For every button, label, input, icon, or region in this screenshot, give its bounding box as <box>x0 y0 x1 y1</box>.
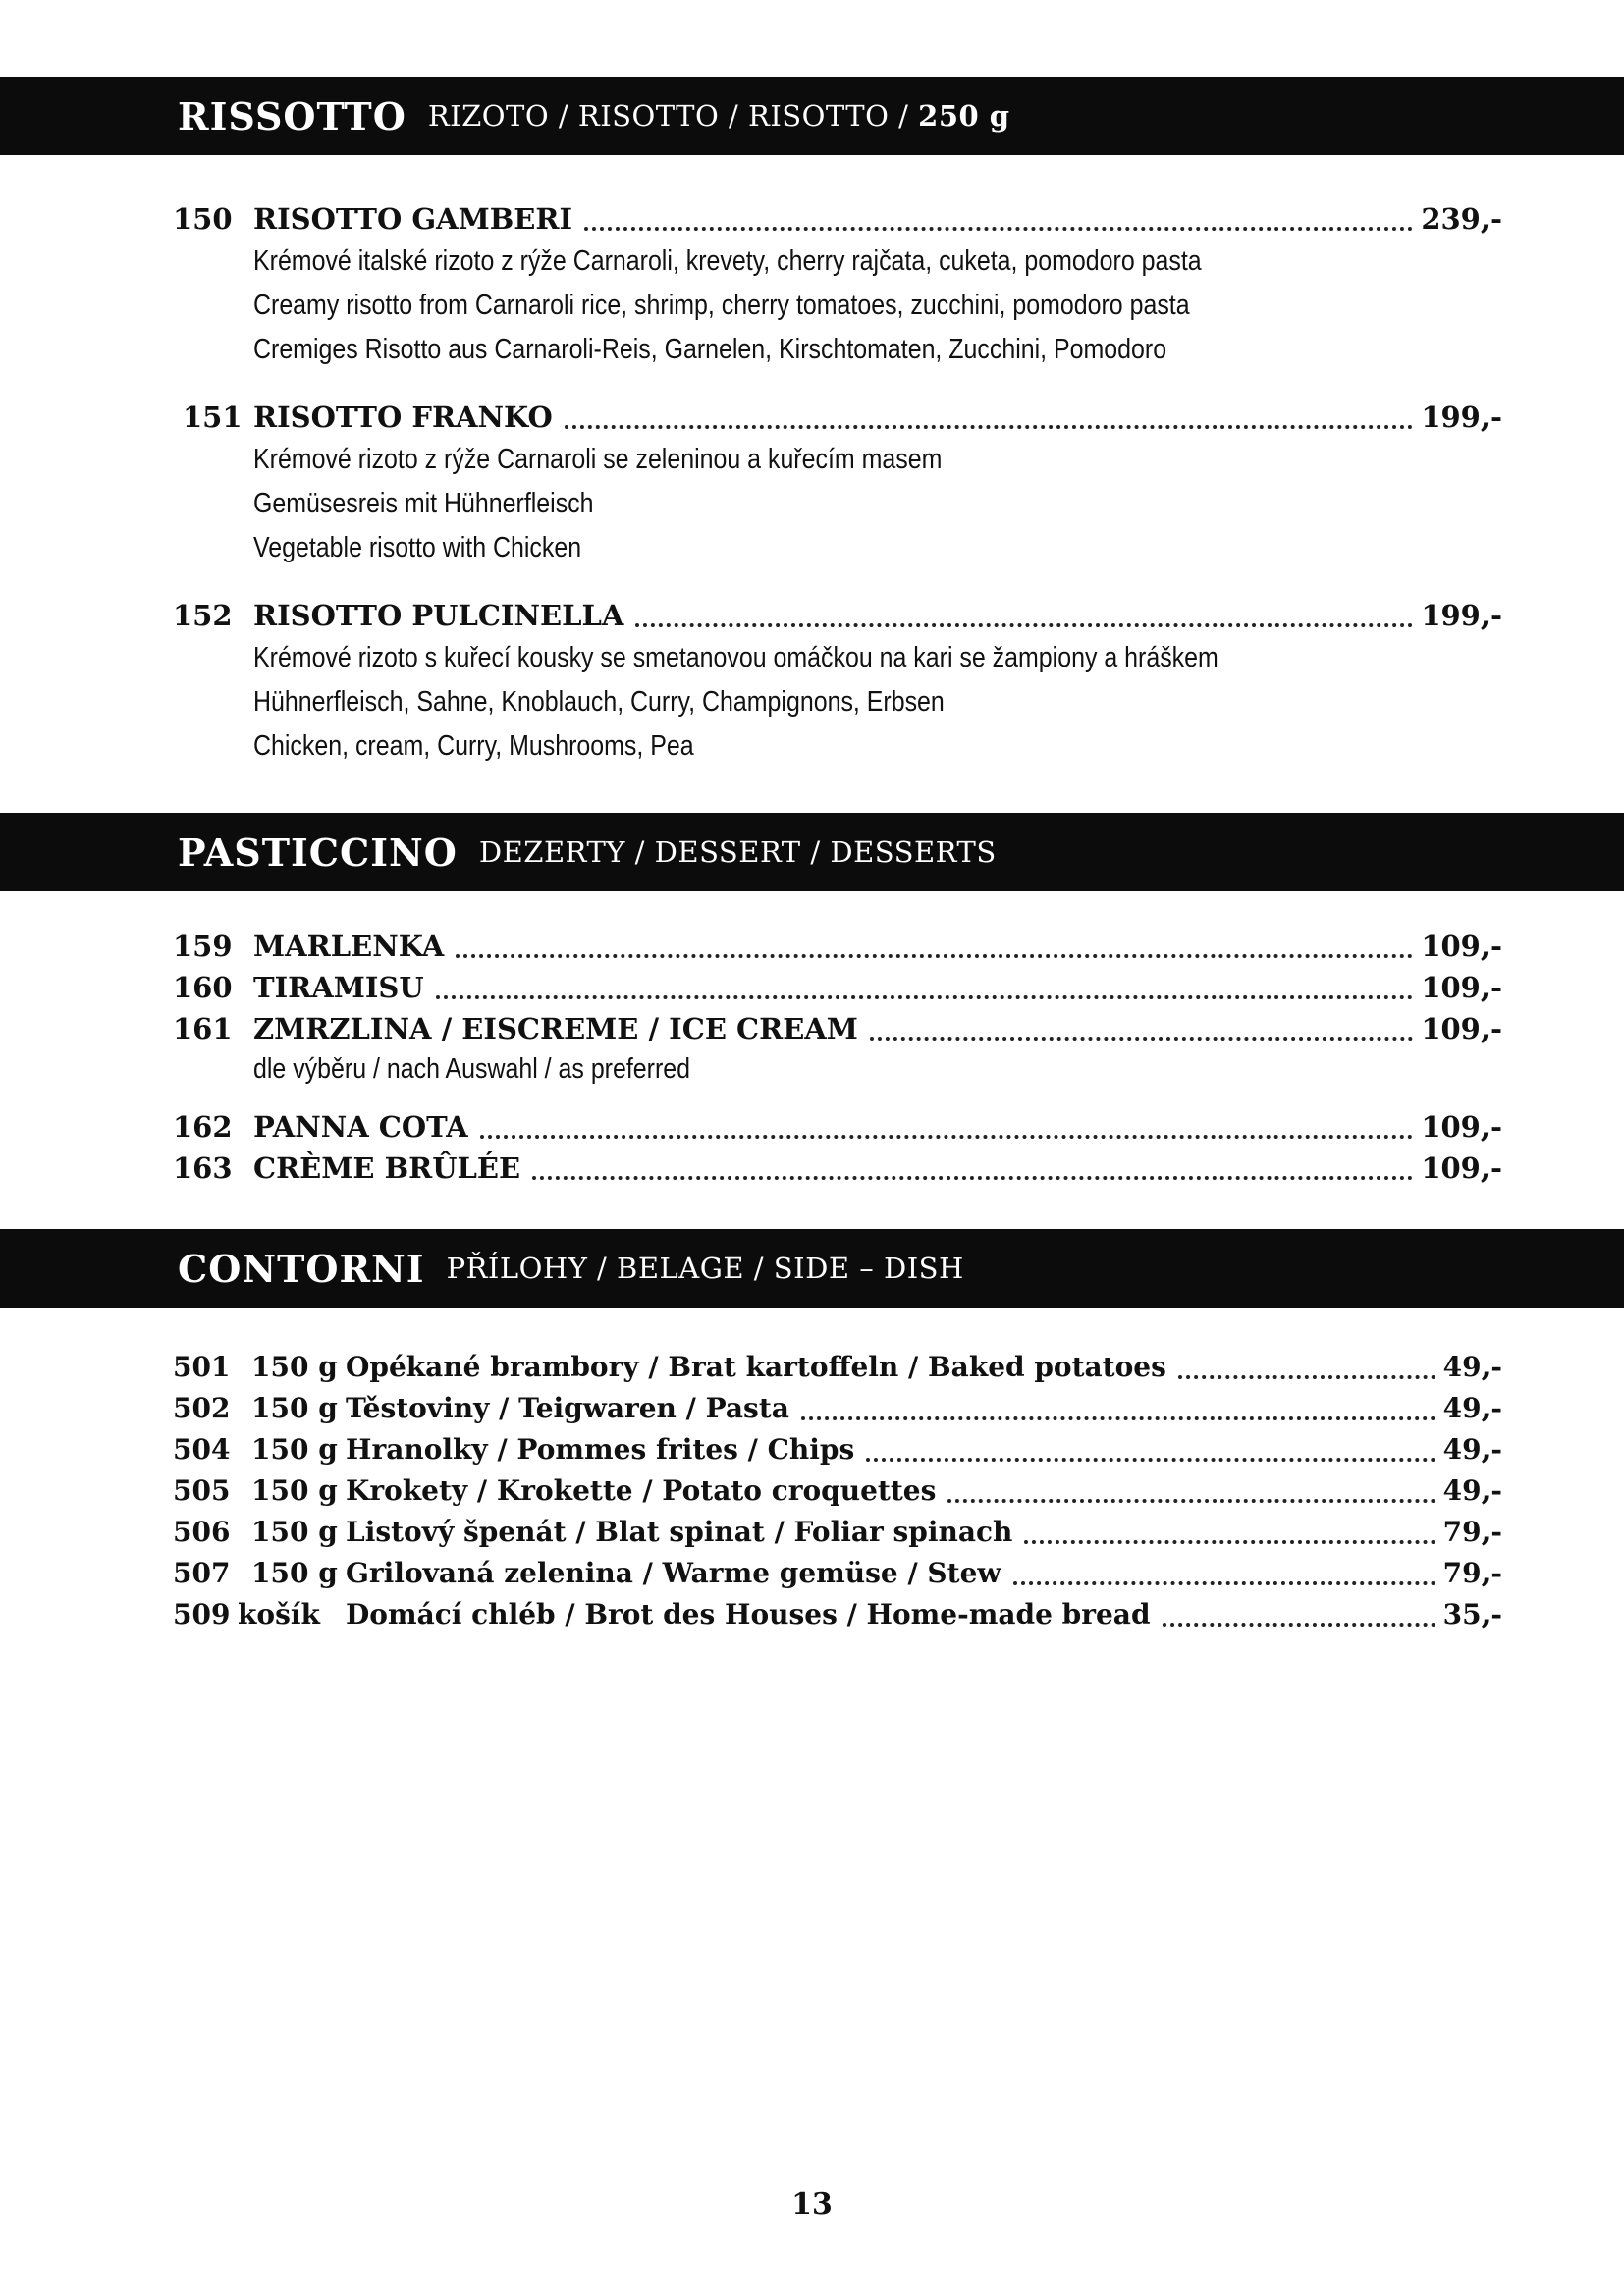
item-note: dle výběru / nach Auswahl / as preferred <box>253 1053 691 1085</box>
item-price: 49,- <box>1442 1392 1502 1424</box>
sides-list <box>0 1347 1624 1635</box>
section-subtitle: DEZERTY / DESSERT / DESSERTS <box>478 835 997 869</box>
dot-leader <box>565 425 1414 429</box>
desserts-list <box>0 926 1624 1189</box>
item-description: Gemüsesreis mit Hühnerfleisch <box>253 488 594 519</box>
item-price: 109,- <box>1421 1012 1502 1045</box>
item-description: Chicken, cream, Curry, Mushrooms, Pea <box>253 730 694 762</box>
item-price: 109,- <box>1421 1110 1502 1144</box>
item-price: 49,- <box>1442 1433 1502 1466</box>
item-name: RISOTTO GAMBERI <box>253 202 573 236</box>
item-number: 152 <box>173 599 233 632</box>
dot-leader <box>584 227 1413 231</box>
menu-item <box>0 967 1624 1008</box>
section-title: PASTICCINO <box>178 829 458 875</box>
item-number: 162 <box>173 1110 233 1144</box>
dot-leader <box>436 995 1414 999</box>
menu-item <box>0 595 1624 793</box>
dot-leader <box>1024 1540 1435 1544</box>
item-name: PANNA COTA <box>253 1110 468 1144</box>
item-price: 49,- <box>1442 1474 1502 1507</box>
item-price: 109,- <box>1421 1151 1502 1185</box>
section-subtitle: RIZOTO / RISOTTO / RISOTTO / 250 g <box>427 99 1010 133</box>
dot-leader <box>866 1458 1435 1462</box>
item-name: Těstoviny / Teigwaren / Pasta <box>346 1392 789 1424</box>
dot-leader <box>456 954 1413 958</box>
item-number: 501 <box>173 1351 231 1383</box>
menu-item <box>0 397 1624 595</box>
dot-leader <box>947 1499 1435 1503</box>
item-number: 502 <box>173 1392 231 1424</box>
item-price: 239,- <box>1421 202 1502 236</box>
item-description: Creamy risotto from Carnaroli rice, shrimp, cherry tomatoes, zucchini, pomodoro pasta <box>253 290 1190 321</box>
portion-size: 150 g <box>251 1392 338 1424</box>
item-description: Vegetable risotto with Chicken <box>253 532 582 563</box>
section-subtitle: PŘÍLOHY / BELAGE / SIDE – DISH <box>446 1252 964 1285</box>
item-number: 507 <box>173 1557 231 1589</box>
item-name: Hranolky / Pommes frites / Chips <box>346 1433 855 1466</box>
item-number: 504 <box>173 1433 231 1466</box>
dot-leader <box>1178 1375 1435 1379</box>
item-name: Opékané brambory / Brat kartoffeln / Baked potatoes <box>346 1351 1166 1383</box>
item-number: 163 <box>173 1151 233 1185</box>
item-number: 160 <box>173 971 233 1004</box>
portion-size: 150 g <box>251 1433 338 1466</box>
menu-item <box>0 1106 1624 1148</box>
item-price: 35,- <box>1442 1598 1502 1630</box>
side-item <box>0 1347 1624 1388</box>
portion-size: košík <box>238 1598 320 1630</box>
sides-header <box>0 1229 1624 1308</box>
portion-size: 250 g <box>918 99 1010 133</box>
risotto-list <box>0 198 1624 793</box>
item-name: CRÈME BRÛLÉE <box>253 1151 521 1185</box>
item-name: Krokety / Krokette / Potato croquettes <box>346 1474 937 1507</box>
item-name: ZMRZLINA / EISCREME / ICE CREAM <box>253 1012 858 1045</box>
side-item <box>0 1553 1624 1594</box>
portion-size: 150 g <box>251 1474 338 1507</box>
item-name: RISOTTO PULCINELLA <box>253 599 624 632</box>
dot-leader <box>870 1037 1413 1041</box>
portion-size: 150 g <box>251 1557 338 1589</box>
item-price: 79,- <box>1442 1516 1502 1548</box>
side-item <box>0 1594 1624 1635</box>
item-price: 79,- <box>1442 1557 1502 1589</box>
dot-leader <box>635 623 1413 627</box>
item-number: 505 <box>173 1474 231 1507</box>
side-item <box>0 1512 1624 1553</box>
dot-leader <box>532 1176 1413 1180</box>
section-title: CONTORNI <box>178 1246 425 1291</box>
dot-leader <box>801 1416 1435 1420</box>
item-description: Hühnerfleisch, Sahne, Knoblauch, Curry, Champignons, Erbsen <box>253 686 945 718</box>
item-price: 109,- <box>1421 930 1502 963</box>
item-number: 159 <box>173 930 233 963</box>
item-number: 151 <box>183 400 243 434</box>
portion-size: 150 g <box>251 1351 338 1383</box>
dot-leader <box>1013 1581 1435 1585</box>
item-number: 150 <box>173 202 233 236</box>
side-item <box>0 1388 1624 1429</box>
menu-item <box>0 198 1624 397</box>
desserts-header <box>0 813 1624 891</box>
menu-item <box>0 1008 1624 1106</box>
item-name: TIRAMISU <box>253 971 424 1004</box>
item-price: 199,- <box>1421 599 1502 632</box>
dot-leader <box>1163 1623 1435 1627</box>
portion-size: 150 g <box>251 1516 338 1548</box>
item-number: 161 <box>173 1012 233 1045</box>
item-description: Krémové rizoto z rýže Carnaroli se zeleninou a kuřecím masem <box>253 444 943 475</box>
item-description: Krémové rizoto s kuřecí kousky se smetanovou omáčkou na kari se žampiony a hráškem <box>253 642 1218 673</box>
side-item <box>0 1470 1624 1512</box>
menu-item <box>0 926 1624 967</box>
item-description: Krémové italské rizoto z rýže Carnaroli, krevety, cherry rajčata, cuketa, pomodoro pasta <box>253 245 1202 277</box>
item-price: 49,- <box>1442 1351 1502 1383</box>
item-number: 509 <box>173 1598 231 1630</box>
item-name: RISOTTO FRANKO <box>253 400 553 434</box>
item-name: Listový špenát / Blat spinat / Foliar spinach <box>346 1516 1013 1548</box>
page-number: 13 <box>791 2187 833 2221</box>
section-title: RISSOTTO <box>178 93 406 138</box>
side-item <box>0 1429 1624 1470</box>
risotto-header <box>0 77 1624 155</box>
item-name: MARLENKA <box>253 930 445 963</box>
item-name: Grilovaná zelenina / Warme gemüse / Stew <box>346 1557 1001 1589</box>
menu-item <box>0 1148 1624 1189</box>
dot-leader <box>480 1135 1414 1139</box>
item-name: Domácí chléb / Brot des Houses / Home-made bread <box>346 1598 1151 1630</box>
item-price: 199,- <box>1421 400 1502 434</box>
item-description: Cremiges Risotto aus Carnaroli-Reis, Garnelen, Kirschtomaten, Zucchini, Pomodoro <box>253 334 1167 365</box>
item-number: 506 <box>173 1516 231 1548</box>
item-price: 109,- <box>1421 971 1502 1004</box>
